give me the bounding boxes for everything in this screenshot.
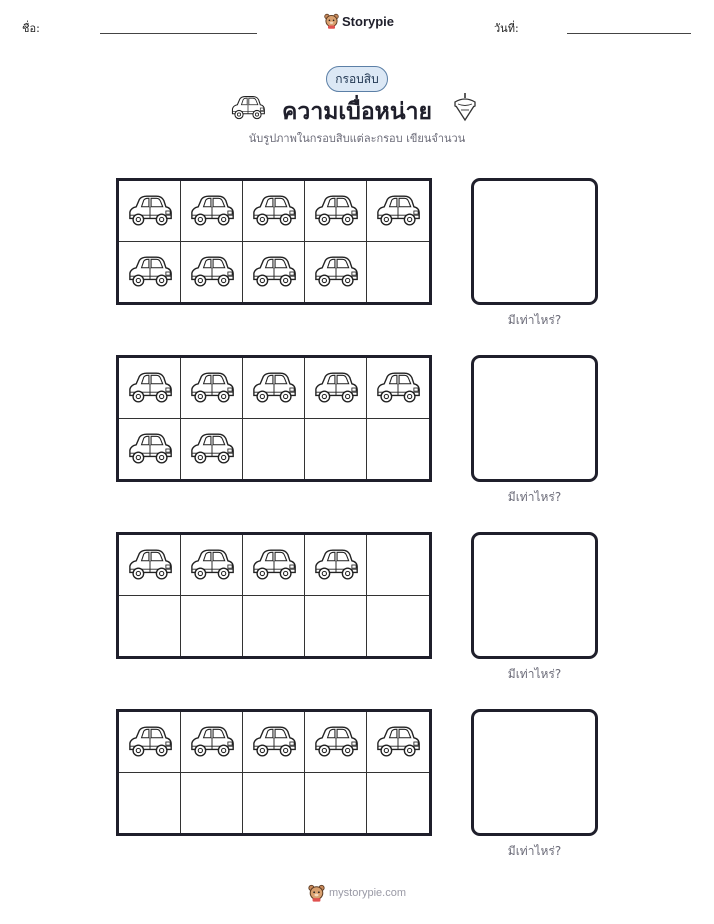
car-icon xyxy=(188,724,236,760)
how-many-label: มีเท่าไหร่? xyxy=(507,490,562,504)
car-icon xyxy=(312,254,360,290)
page-title: ความเบื่อหน่าย xyxy=(282,99,432,125)
ten-frame-cell xyxy=(181,712,243,773)
how-many-label: มีเท่าไหร่? xyxy=(507,667,562,681)
ten-frame-cell xyxy=(367,419,429,480)
ten-frame-cell xyxy=(181,596,243,657)
footer-url: mystorypie.com xyxy=(328,887,407,899)
ten-frame-cell xyxy=(305,419,367,480)
how-many-label: มีเท่าไหร่? xyxy=(507,313,562,327)
car-icon xyxy=(312,193,360,229)
ten-frame-cell xyxy=(181,181,243,242)
instructions: นับรูปภาพในกรอบสิบแต่ละกรอบ เขียนจำนวน xyxy=(248,132,466,145)
car-icon xyxy=(126,547,174,583)
ten-frame-cell xyxy=(367,358,429,419)
ten-frame-cell xyxy=(243,535,305,596)
ten-frame-2 xyxy=(116,355,432,482)
car-icon xyxy=(126,724,174,760)
ten-frame-cell xyxy=(243,773,305,834)
ten-frame-cell xyxy=(367,242,429,303)
car-icon xyxy=(126,254,174,290)
worksheet-header xyxy=(0,0,714,50)
car-icon xyxy=(312,370,360,406)
how-many-label: มีเท่าไหร่? xyxy=(507,844,562,858)
topic-badge: กรอบสิบ xyxy=(326,66,388,92)
car-icon xyxy=(312,547,360,583)
car-icon xyxy=(374,193,422,229)
ten-frame-cell xyxy=(367,712,429,773)
car-icon xyxy=(126,431,174,467)
ten-frame-cell xyxy=(243,712,305,773)
ten-frame-cell xyxy=(119,773,181,834)
car-icon xyxy=(250,547,298,583)
car-icon xyxy=(312,724,360,760)
car-icon xyxy=(188,431,236,467)
car-icon xyxy=(188,254,236,290)
ten-frame-cell xyxy=(181,242,243,303)
car-icon xyxy=(126,193,174,229)
ten-frame-cell xyxy=(181,358,243,419)
ten-frame-4 xyxy=(116,709,432,836)
car-icon xyxy=(126,370,174,406)
ten-frame-cell xyxy=(119,419,181,480)
ten-frame-cell xyxy=(367,181,429,242)
ten-frame-cell xyxy=(243,181,305,242)
answer-box-2[interactable] xyxy=(471,355,598,482)
ten-frame-cell xyxy=(305,358,367,419)
answer-box-1[interactable] xyxy=(471,178,598,305)
ten-frame-cell xyxy=(243,596,305,657)
ten-frame-cell xyxy=(119,181,181,242)
ten-frame-3 xyxy=(116,532,432,659)
ten-frame-cell xyxy=(243,242,305,303)
answer-box-4[interactable] xyxy=(471,709,598,836)
ten-frame-cell xyxy=(119,358,181,419)
car-icon xyxy=(250,724,298,760)
title-row xyxy=(0,92,714,128)
car-icon xyxy=(188,547,236,583)
ten-frame-cell xyxy=(243,358,305,419)
ten-frame-cell xyxy=(181,773,243,834)
bear-logo-icon xyxy=(324,13,339,29)
ten-frame-cell xyxy=(119,712,181,773)
name-label: ชื่อ: xyxy=(22,22,40,35)
ten-frame-cell xyxy=(243,419,305,480)
spinning-top-icon xyxy=(452,92,478,122)
ten-frame-cell xyxy=(367,596,429,657)
brand-logo xyxy=(324,13,394,29)
date-write-line[interactable] xyxy=(567,33,691,34)
name-write-line[interactable] xyxy=(100,33,257,34)
ten-frame-cell xyxy=(305,596,367,657)
ten-frame-cell xyxy=(305,712,367,773)
ten-frame-cell xyxy=(119,596,181,657)
ten-frame-cell xyxy=(305,535,367,596)
ten-frame-cell xyxy=(119,242,181,303)
ten-frame-cell xyxy=(367,535,429,596)
bear-logo-icon xyxy=(308,884,325,902)
car-icon xyxy=(188,370,236,406)
car-icon xyxy=(374,370,422,406)
car-icon xyxy=(250,193,298,229)
date-label: วันที่: xyxy=(494,22,519,35)
car-icon xyxy=(250,254,298,290)
ten-frame-cell xyxy=(305,181,367,242)
ten-frame-cell xyxy=(181,535,243,596)
ten-frame-cell xyxy=(367,773,429,834)
ten-frame-cell xyxy=(119,535,181,596)
ten-frame-cell xyxy=(181,419,243,480)
car-icon xyxy=(250,370,298,406)
car-icon xyxy=(188,193,236,229)
car-icon xyxy=(374,724,422,760)
brand-name: Storypie xyxy=(342,13,395,29)
ten-frame-cell xyxy=(305,773,367,834)
footer xyxy=(0,884,714,902)
ten-frame-cell xyxy=(305,242,367,303)
answer-box-3[interactable] xyxy=(471,532,598,659)
ten-frame-1 xyxy=(116,178,432,305)
